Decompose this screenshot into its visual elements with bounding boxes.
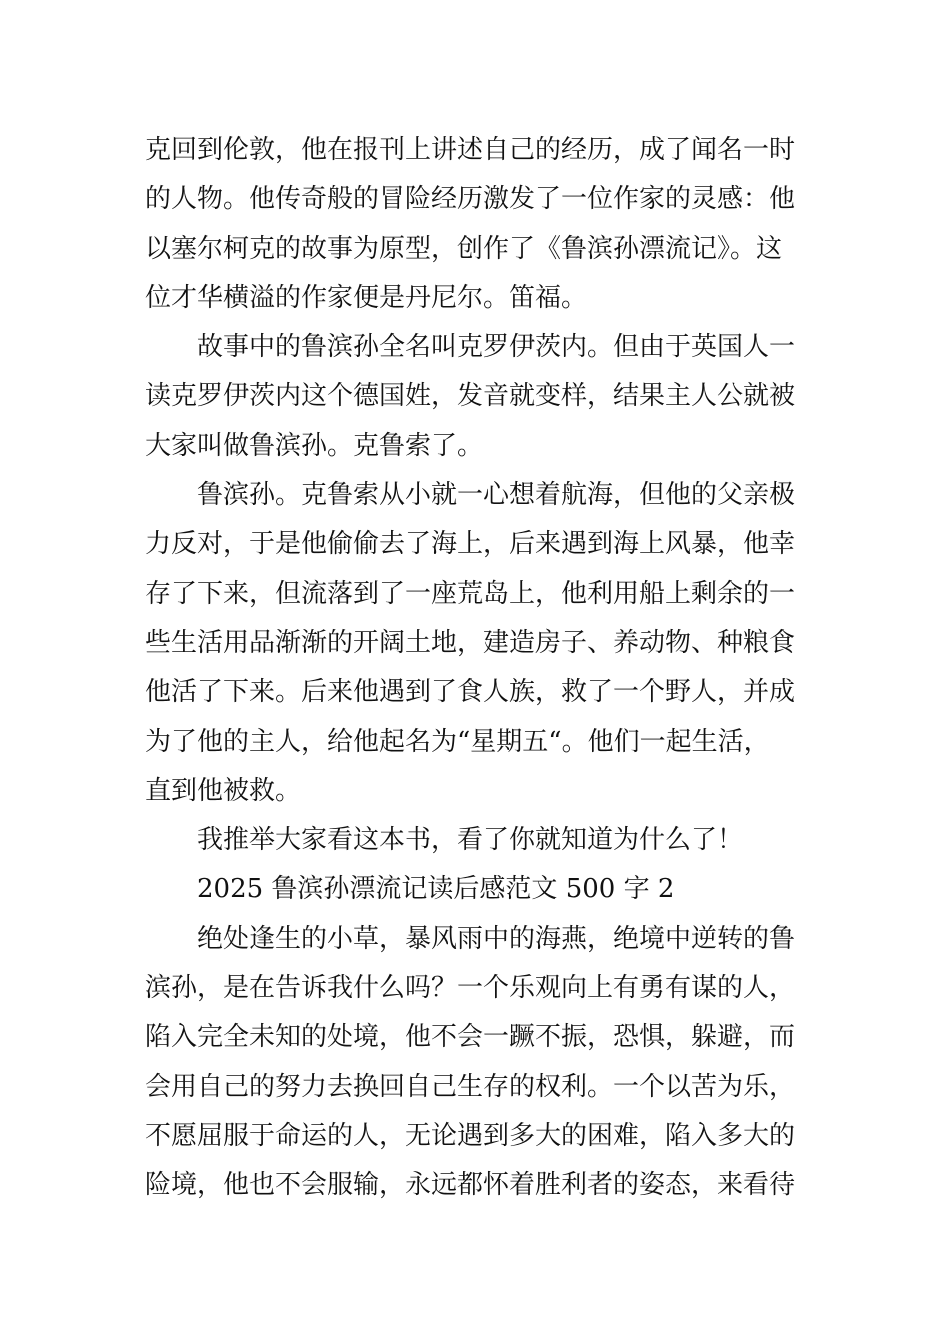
text-line: 力反对，于是他偷偷去了海上，后来遇到海上风暴，他幸 — [145, 529, 796, 560]
text-line: 为了他的主人，给他起名为“星期五“。他们一起生活， — [145, 726, 770, 757]
text-line: 绝处逢生的小草，暴风雨中的海燕，绝境中逆转的鲁 — [197, 923, 796, 954]
text-line: 不愿屈服于命运的人，无论遇到多大的困难，陷入多大的 — [145, 1120, 796, 1151]
text-line: 2025 鲁滨孙漂流记读后感范文 500 字 2 — [197, 874, 675, 905]
text-line: 我推举大家看这本书，看了你就知道为什么了！ — [197, 825, 744, 856]
text-line: 滨孙，是在告诉我什么吗？一个乐观向上有勇有谋的人， — [145, 973, 796, 1004]
text-line: 大家叫做鲁滨孙。克鲁索了。 — [145, 430, 484, 461]
text-line: 克回到伦敦，他在报刊上讲述自己的经历，成了闻名一时 — [145, 135, 796, 165]
text-line: 读克罗伊茨内这个德国姓，发音就变样，结果主人公就被 — [145, 381, 796, 412]
text-line: 鲁滨孙。克鲁索从小就一心想着航海，但他的父亲极 — [197, 480, 796, 511]
text-line: 会用自己的努力去换回自己生存的权利。一个以苦为乐， — [145, 1071, 796, 1102]
text-line: 的人物。他传奇般的冒险经历激发了一位作家的灵感：他 — [145, 184, 796, 215]
text-line: 以塞尔柯克的故事为原型，创作了《鲁滨孙漂流记》。这 — [145, 233, 783, 264]
text-line: 存了下来，但流落到了一座荒岛上，他利用船上剩余的一 — [145, 578, 796, 609]
text-line: 陷入完全未知的处境，他不会一蹶不振，恐惧，躲避，而 — [145, 1022, 796, 1053]
text-line: 些生活用品渐渐的开阔土地，建造房子、养动物、种粮食 — [145, 627, 796, 658]
text-line: 他活了下来。后来他遇到了食人族，救了一个野人，并成 — [145, 677, 796, 708]
body-text — [145, 126, 810, 1211]
text-line: 险境，他也不会服输，永远都怀着胜利者的姿态，来看待 — [145, 1170, 796, 1201]
text-line: 直到他被救。 — [145, 775, 302, 806]
text-line: 位才华横溢的作家便是丹尼尔。笛福。 — [145, 282, 588, 313]
text-line: 故事中的鲁滨孙全名叫克罗伊茨内。但由于英国人一 — [197, 332, 796, 363]
